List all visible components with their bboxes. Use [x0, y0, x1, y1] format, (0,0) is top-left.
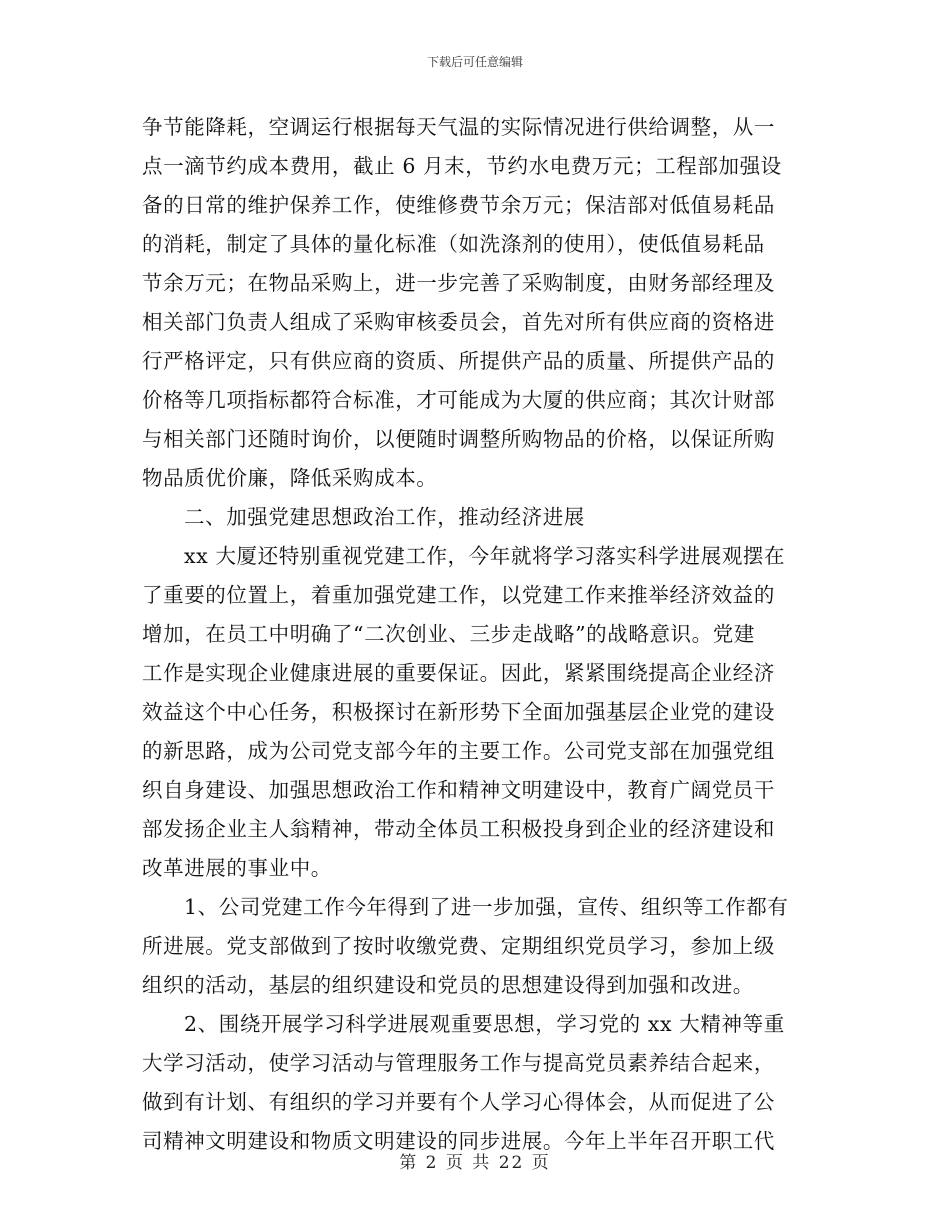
body-line: 与相关部门还随时询价，以便随时调整所购物品的价格，以保证所购	[142, 427, 775, 451]
body-line: 大学习活动，使学习活动与管理服务工作与提高党员素养结合起来，	[142, 1051, 775, 1075]
body-line: 司精神文明建设和物质文明建设的同步进展。今年上半年召开职工代	[142, 1129, 775, 1153]
body-line: 节余万元；在物品采购上，进一步完善了采购制度，由财务部经理及	[142, 271, 775, 295]
body-line: 2、围绕开展学习科学进展观重要思想，学习党的 xx 大精神等重	[184, 1012, 785, 1036]
body-line: 增加，在员工中明确了“二次创业、三步走战略”的战略意识。党建	[142, 622, 755, 646]
body-line: 工作是实现企业健康进展的重要保证。因此，紧紧围绕提高企业经济	[142, 661, 775, 685]
page-header: 下载后可任意编辑	[426, 55, 523, 69]
body-line: xx 大厦还特别重视党建工作，今年就将学习落实科学进展观摆在	[184, 544, 786, 568]
body-line: 改革进展的事业中。	[142, 856, 332, 880]
body-line: 效益这个中心任务，积极探讨在新形势下全面加强基层企业党的建设	[142, 700, 775, 724]
body-line: 做到有计划、有组织的学习并要有个人学习心得体会，从而促进了公	[142, 1090, 775, 1114]
body-line: 的新思路，成为公司党支部今年的主要工作。公司党支部在加强党组	[142, 739, 775, 763]
body-line: 组织的活动，基层的组织建设和党员的思想建设得到加强和改进。	[142, 973, 754, 997]
page-footer: 第 2 页 共 22 页	[399, 1153, 551, 1173]
body-line: 物品质优价廉，降低采购成本。	[142, 466, 438, 490]
body-line: 织自身建设、加强思想政治工作和精神文明建设中，教育广阔党员干	[142, 778, 775, 802]
document-body	[142, 108, 812, 1161]
section-heading: 二、加强党建思想政治工作，推动经济进展	[184, 505, 585, 529]
body-line: 了重要的位置上，着重加强党建工作，以党建工作来推举经济效益的	[142, 583, 775, 607]
body-line: 所进展。党支部做到了按时收缴党费、定期组织党员学习，参加上级	[142, 934, 775, 958]
body-line: 部发扬企业主人翁精神，带动全体员工积极投身到企业的经济建设和	[142, 817, 775, 841]
body-line: 争节能降耗，空调运行根据每天气温的实际情况进行供给调整，从一	[142, 115, 775, 139]
body-line: 点一滴节约成本费用，截止 6 月末，节约水电费万元；工程部加强设	[142, 154, 782, 178]
body-line: 1、公司党建工作今年得到了进一步加强，宣传、组织等工作都有	[184, 895, 789, 919]
body-line: 的消耗，制定了具体的量化标准（如洗涤剂的使用），使低值易耗品	[142, 232, 765, 256]
body-line: 行严格评定，只有供应商的资质、所提供产品的质量、所提供产品的	[142, 349, 775, 373]
body-line: 备的日常的维护保养工作，使维修费节余万元；保洁部对低值易耗品	[142, 193, 775, 217]
body-line: 相关部门负责人组成了采购审核委员会，首先对所有供应商的资格进	[142, 310, 775, 334]
body-line: 价格等几项指标都符合标准，才可能成为大厦的供应商；其次计财部	[142, 388, 775, 412]
